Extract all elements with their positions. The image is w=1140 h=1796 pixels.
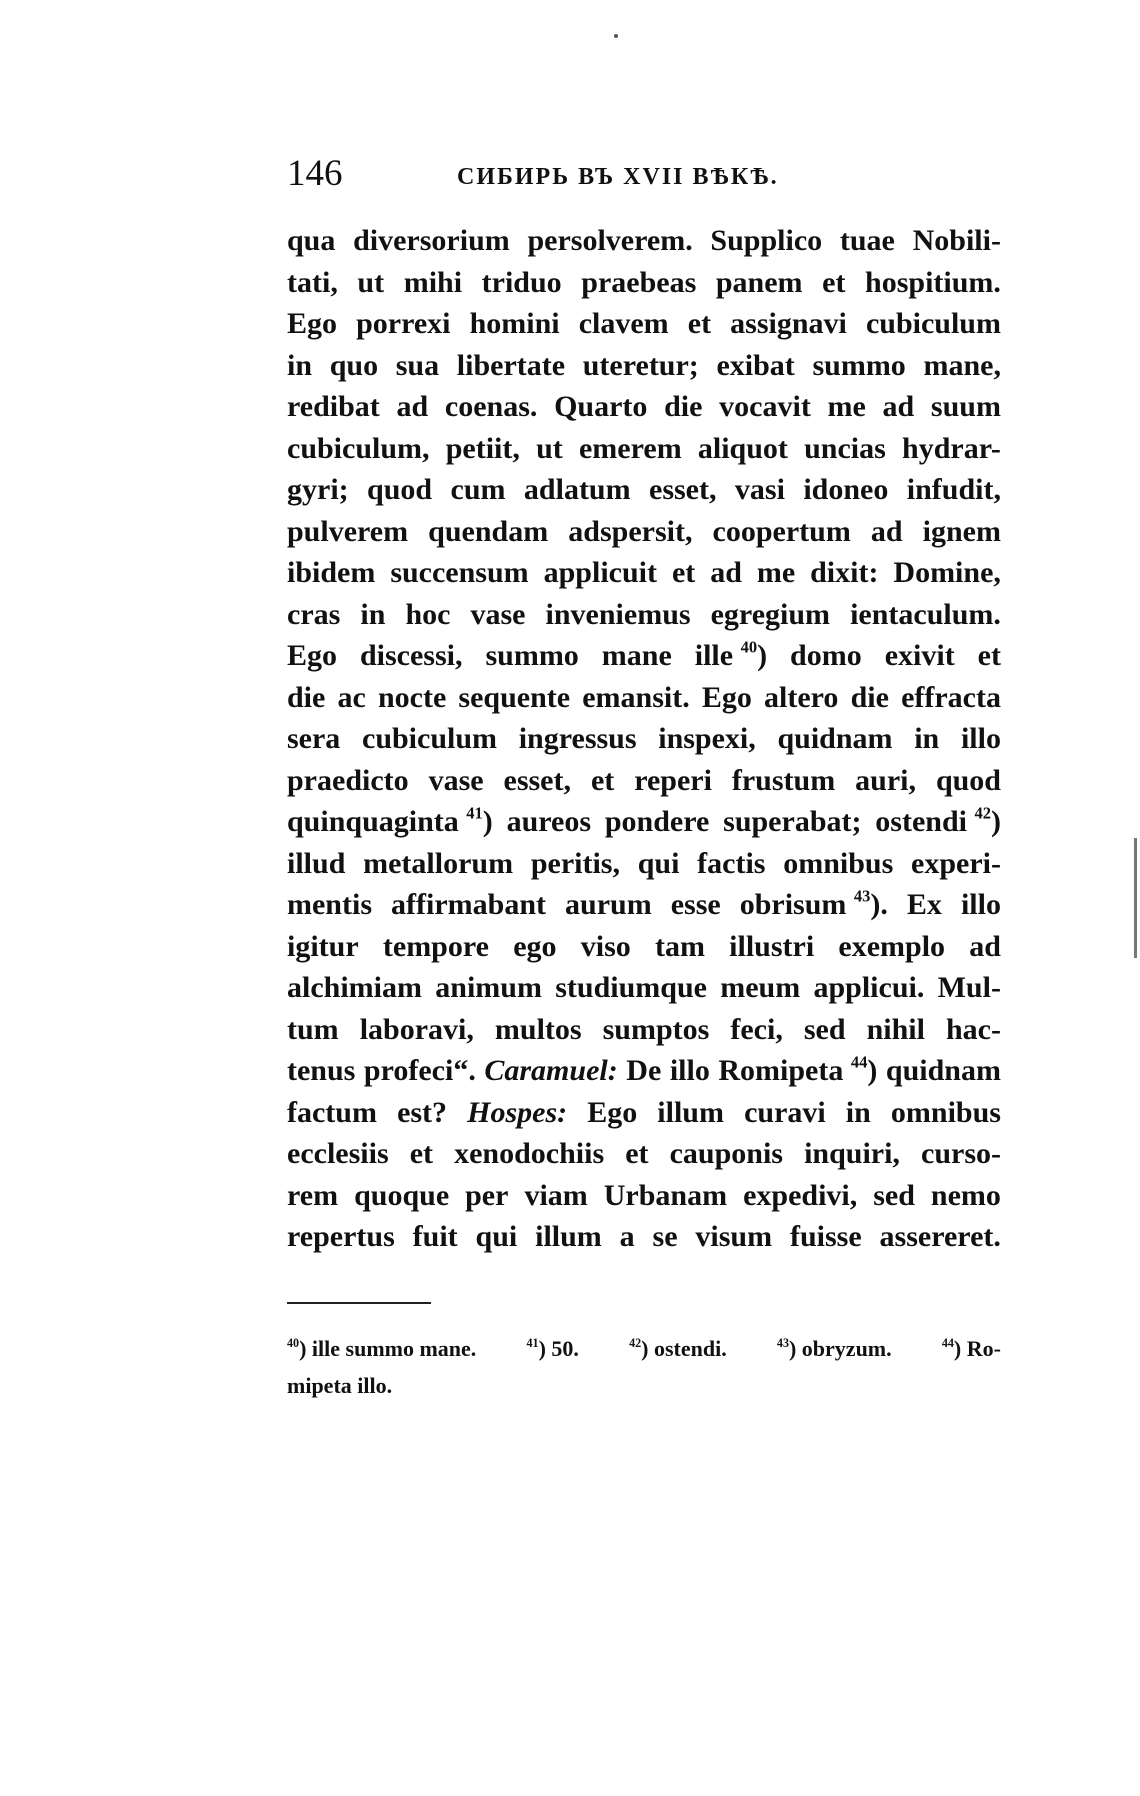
word: expedivi, (743, 1178, 858, 1212)
word: Ego (701, 680, 752, 714)
word: ego (513, 929, 557, 963)
word: emansit. (582, 680, 690, 714)
text-line (287, 262, 1001, 304)
word: vase (470, 597, 526, 631)
footnote-ref: 42 (974, 803, 991, 823)
word: inspexi, (658, 722, 756, 755)
word: domo (790, 639, 862, 672)
word: pondere (604, 805, 710, 838)
word: nihil (866, 1012, 925, 1046)
word: ostendi (875, 805, 967, 838)
word: et (590, 763, 615, 797)
word: illud (287, 846, 346, 880)
word: aureos (506, 805, 592, 838)
word: quendam (428, 514, 549, 548)
word: peritis, (530, 846, 620, 880)
word: cras (287, 597, 341, 631)
word: nemo (930, 1178, 1001, 1212)
word: sumptos (602, 1012, 710, 1046)
word: exibat (716, 348, 795, 382)
word: ad (969, 929, 1001, 963)
word: esset, (649, 473, 717, 506)
text-line (287, 718, 1001, 760)
word: die (287, 680, 326, 714)
word: ecclesiis (287, 1137, 389, 1170)
word: applicui. (813, 971, 925, 1004)
footnote-ref: 40 (740, 637, 758, 657)
word: ibidem (287, 556, 376, 589)
word: sed (803, 1012, 846, 1046)
footnote-ref: 44 (850, 1052, 868, 1072)
word: infudit, (906, 473, 1001, 506)
word: illustri (729, 929, 815, 963)
word: factum (287, 1095, 377, 1129)
word: in (360, 597, 386, 631)
word: De (626, 1054, 662, 1087)
word: mihi (403, 265, 463, 299)
word: vocavit (719, 390, 811, 423)
text-line (287, 884, 1001, 926)
word: sua (395, 348, 440, 382)
footnote-40: $^{40}$) ille summo mane. (287, 1335, 477, 1361)
word: Nobili- (912, 224, 1001, 257)
word: ac (337, 680, 366, 714)
word: summo (485, 639, 579, 672)
word: meum (720, 971, 801, 1004)
word: sed (873, 1178, 915, 1212)
word: coopertum (712, 514, 851, 548)
text-line (287, 594, 1001, 636)
word: Romipeta (718, 1054, 844, 1087)
word: se (652, 1220, 678, 1253)
text-line (287, 1009, 1001, 1051)
word: obrisum (739, 888, 847, 921)
text-line (287, 926, 1001, 968)
word: aliquot (697, 431, 788, 465)
footnote-42: $^{42}$) ostendi. (629, 1335, 727, 1361)
word: mane, (923, 348, 1001, 382)
word: quidnam (777, 722, 893, 755)
word: applicuit (543, 556, 657, 589)
word: adlatum (523, 473, 631, 506)
word: studiumque (555, 971, 707, 1004)
word: mane (601, 639, 672, 672)
text-line (287, 1133, 1001, 1175)
word: illo (960, 888, 1001, 921)
word: ad (710, 556, 742, 589)
word: illum (657, 1095, 724, 1129)
word: adspersit, (568, 514, 693, 548)
footnote-43: $^{43}$) obryzum. (776, 1335, 892, 1361)
word: triduo (481, 265, 562, 299)
word-with-footnote-ref: ostendi $^{42}$) (875, 803, 1001, 838)
word: ut (357, 265, 385, 299)
word: in (287, 348, 313, 382)
word: Ex (906, 888, 942, 921)
page-number: 146 (287, 153, 343, 194)
word: esse (670, 888, 721, 921)
word: sequente (458, 680, 571, 714)
word: illo (960, 722, 1001, 755)
word: altero (764, 680, 839, 714)
text-line (287, 386, 1001, 428)
word: omnibus (890, 1095, 1001, 1129)
word-with-footnote-ref: Romipeta $^{44}$) (718, 1052, 878, 1087)
word: feci, (730, 1012, 783, 1046)
word: ientaculum. (850, 597, 1001, 631)
word: qua (287, 224, 336, 257)
word: tempore (382, 929, 489, 963)
word: die (664, 390, 703, 423)
main-text (287, 220, 1001, 1258)
speaker-name: Caramuel: (484, 1054, 618, 1087)
word: clavem (578, 307, 669, 340)
word: gyri; (287, 473, 349, 506)
word-with-footnote-ref: quinquaginta $^{41}$) (287, 803, 493, 838)
word: cubiculum (865, 307, 1001, 340)
word: tati, (287, 265, 338, 299)
word: Supplico (710, 224, 823, 257)
word: qui (475, 1220, 518, 1253)
word: in (845, 1095, 871, 1129)
word: et (625, 1137, 649, 1170)
word: viam (524, 1178, 588, 1212)
word: factis (697, 846, 766, 880)
word: hoc (405, 597, 451, 631)
footnote-44: $^{44}$) Ro- (941, 1335, 1001, 1361)
word: metallorum (363, 846, 514, 880)
word: vase (428, 763, 484, 797)
word: me (756, 556, 796, 589)
word: assignavi (730, 307, 847, 340)
word: Ego (287, 307, 338, 340)
word: alchimiam (287, 971, 422, 1004)
word: repertus (287, 1220, 395, 1253)
footnote-continuation: mipeta illo. (287, 1373, 393, 1398)
text-line (287, 1092, 1001, 1134)
word: Domine, (893, 556, 1001, 589)
word: animum (435, 971, 542, 1004)
text-line (287, 303, 1001, 345)
word: exivit (884, 639, 955, 672)
word: idoneo (803, 473, 889, 506)
word: a (619, 1220, 635, 1253)
word: dixit: (810, 556, 879, 589)
scan-edge-mark (1134, 838, 1137, 958)
word: uncias (804, 431, 886, 465)
word: hospitium. (865, 265, 1001, 299)
text-line (287, 552, 1001, 594)
word: vasi (734, 473, 785, 506)
word-with-footnote-ref: obrisum $^{43}$). (739, 886, 888, 921)
word: die (850, 680, 889, 714)
word: Mul- (937, 971, 1001, 1004)
word: ad (882, 390, 915, 423)
word-with-footnote-ref: ille $^{40}$) (694, 637, 768, 672)
word: per (465, 1178, 509, 1212)
word: cubiculum, (287, 431, 430, 465)
word: reperi (634, 763, 712, 797)
text-line (287, 428, 1001, 470)
word: ut (536, 431, 563, 465)
word: igitur (287, 929, 359, 963)
word: tam (654, 929, 705, 963)
word: diversorium (353, 224, 510, 257)
text-line (287, 760, 1001, 802)
word: inveniemus (545, 597, 691, 631)
word: effracta (901, 680, 1001, 714)
word: coenas. (444, 390, 538, 423)
text-line (287, 345, 1001, 387)
text-line (287, 635, 1001, 677)
word: panem (715, 265, 803, 299)
word: hac- (945, 1012, 1001, 1046)
word: tenus (287, 1054, 356, 1087)
word: Urbanam (603, 1178, 728, 1212)
word: quod (367, 473, 433, 506)
word: illo (669, 1054, 710, 1087)
footnote-number: 44 (941, 1335, 954, 1350)
word: visum (695, 1220, 773, 1253)
word: ad (870, 514, 903, 548)
word: laboravi, (359, 1012, 474, 1046)
word: et (409, 1137, 434, 1170)
word: aurum (565, 888, 652, 921)
word: auri, (855, 763, 916, 797)
word: discessi, (359, 639, 463, 672)
word: profeci“. (363, 1054, 476, 1087)
word: pulverem (287, 514, 409, 548)
word: ille (694, 639, 734, 672)
text-line (287, 511, 1001, 553)
word: esset, (503, 763, 571, 797)
footnote-line (287, 1367, 1001, 1404)
word: tum (287, 1012, 339, 1046)
word: omnibus (783, 846, 894, 880)
text-line (287, 469, 1001, 511)
word: cum (450, 473, 506, 506)
word: libertate (456, 348, 566, 382)
word: egregium (710, 597, 831, 631)
text-line (287, 1175, 1001, 1217)
word: et (977, 639, 1001, 672)
word: superabat; (723, 805, 862, 838)
word: persolverem. (527, 224, 693, 257)
word: quod (935, 763, 1001, 797)
word: in (914, 722, 940, 755)
text-line (287, 677, 1001, 719)
word: emerem (578, 431, 682, 465)
text-line (287, 1216, 1001, 1258)
footnote-41: $^{41}$) 50. (526, 1335, 579, 1361)
word: nocte (377, 680, 447, 714)
word: frustum (731, 763, 836, 797)
page-header (287, 152, 1001, 202)
word: mentis (287, 888, 372, 921)
word: curavi (744, 1095, 826, 1129)
word: quinquaginta (287, 805, 459, 838)
word: exemplo (838, 929, 946, 963)
word: et (822, 265, 846, 299)
word: sera (287, 722, 341, 755)
scan-speck (614, 34, 618, 38)
footnote-number: 43 (776, 1335, 789, 1350)
word: et (671, 556, 696, 589)
word: tuae (839, 224, 895, 257)
word: et (687, 307, 712, 340)
text-line (287, 801, 1001, 843)
word: ad (396, 390, 429, 423)
word: praedicto (287, 763, 409, 797)
footnote-rule (287, 1302, 431, 1304)
word: hydrar- (902, 431, 1001, 465)
word: summo (812, 348, 906, 382)
word: succensum (390, 556, 529, 589)
word: fuisse (789, 1220, 862, 1253)
footnote-ref: 41 (466, 803, 483, 823)
word: quidnam (885, 1054, 1001, 1087)
word: Ego (587, 1095, 638, 1129)
text-line (287, 967, 1001, 1009)
word: inquiri, (804, 1137, 900, 1170)
word: suum (930, 390, 1001, 423)
word: Ego (287, 639, 338, 672)
text-line (287, 843, 1001, 885)
word: curso- (921, 1137, 1001, 1170)
footnote-number: 42 (629, 1335, 642, 1350)
word: Quarto (554, 390, 648, 423)
word: fuit (412, 1220, 458, 1253)
word: est? (397, 1095, 448, 1129)
footnote-line (287, 1330, 1001, 1367)
word: cauponis (669, 1137, 783, 1170)
word: praebeas (581, 265, 697, 299)
word: quoque (354, 1178, 450, 1212)
word: cubiculum (362, 722, 498, 755)
word: quo (329, 348, 379, 382)
word: multos (494, 1012, 582, 1046)
word: redibat (287, 390, 380, 423)
footnotes (287, 1330, 1001, 1404)
word: illum (535, 1220, 602, 1253)
footnote-number: 41 (526, 1335, 539, 1350)
word: ignem (922, 514, 1001, 548)
word: assereret. (879, 1220, 1001, 1253)
word: xenodochiis (454, 1137, 605, 1170)
word: homini (469, 307, 560, 340)
word: me (827, 390, 866, 423)
word: uteretur; (582, 348, 699, 382)
running-title: СИБИРЬ ВЪ XVII ВѢКѢ. (457, 164, 779, 190)
word: experi- (911, 846, 1001, 880)
footnote-ref: 43 (853, 886, 871, 906)
speaker-name: Hospes: (467, 1095, 568, 1129)
text-line (287, 1050, 1001, 1092)
text-line (287, 220, 1001, 262)
word: petiit, (445, 431, 520, 465)
word: rem (287, 1178, 339, 1212)
word: qui (637, 846, 680, 880)
word: affirmabant (391, 888, 546, 921)
word: porrexi (356, 307, 451, 340)
word: ingressus (518, 722, 637, 755)
footnote-number: 40 (287, 1335, 300, 1350)
word: viso (580, 929, 631, 963)
